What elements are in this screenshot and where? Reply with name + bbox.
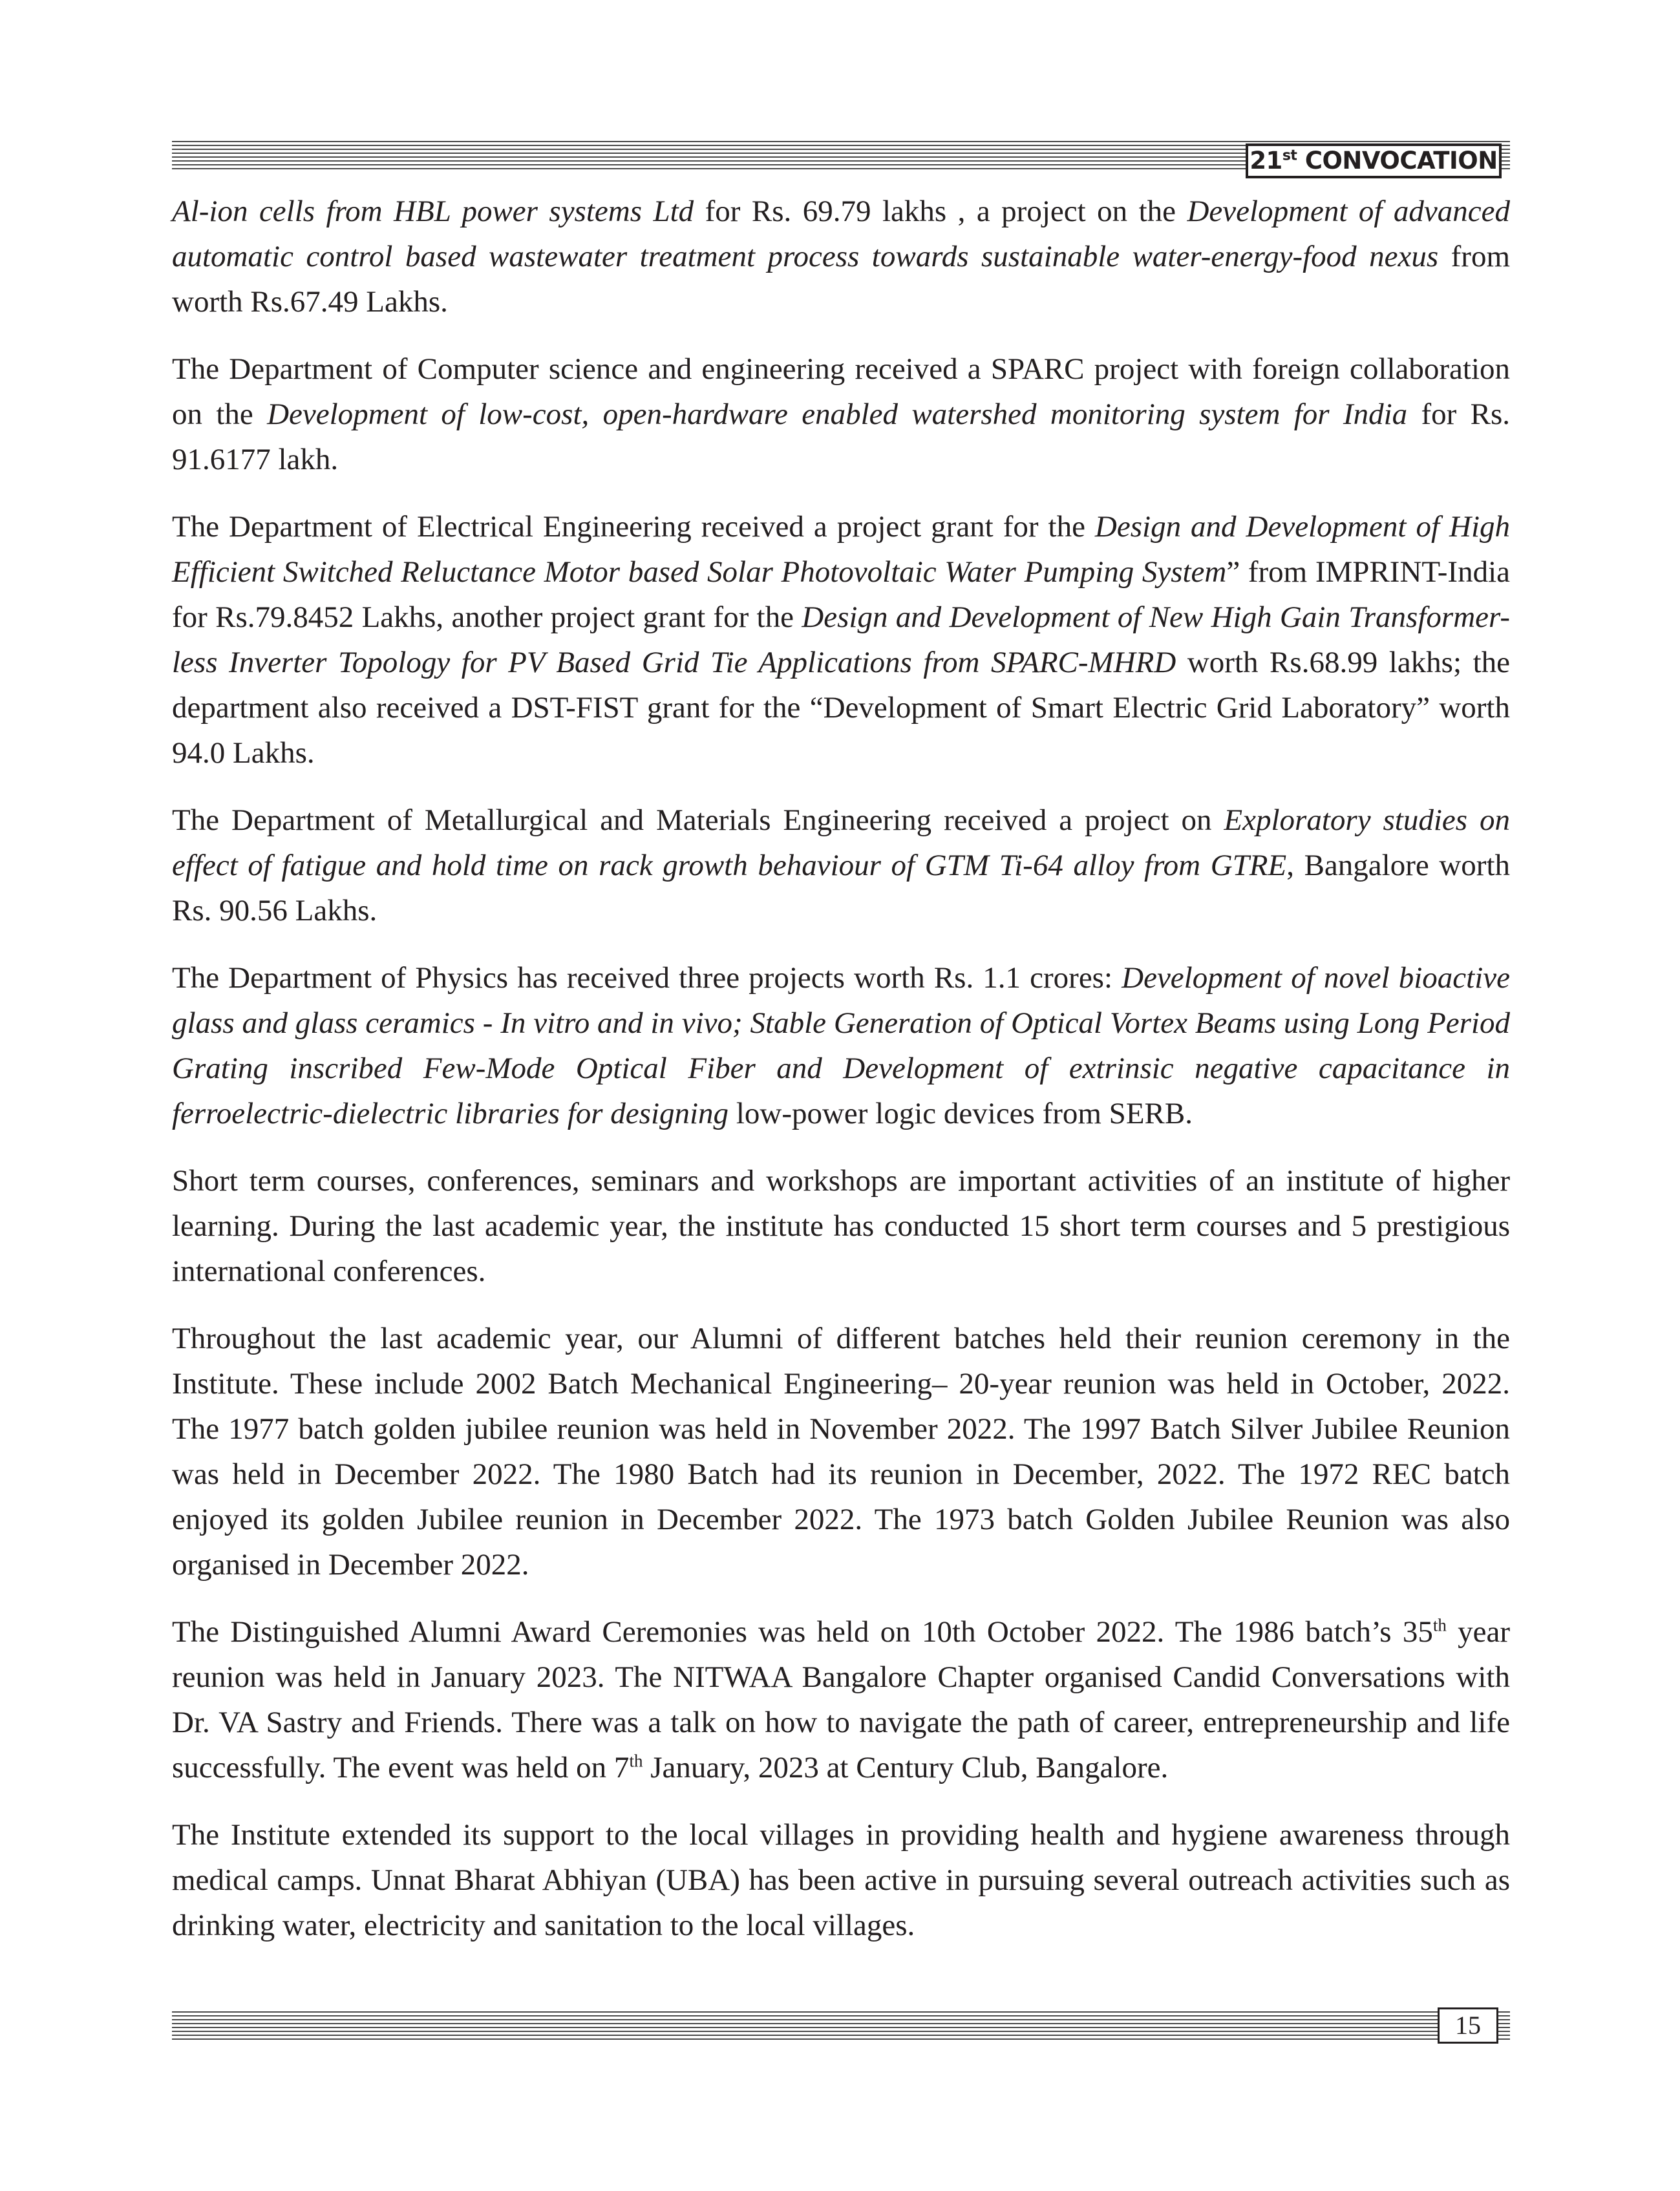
superscript: th: [629, 1751, 643, 1771]
paragraph-short-courses: [172, 1158, 1510, 1294]
text-run: ” from IMPRINT-India for Rs.79.8452 Lakhs, another project grant for the: [172, 555, 1510, 634]
text-run: Throughout the last academic year, our Alumni of different batches held their reunion ceremony in the Institute. These include 2002 Batch Mechanical Engineering– 20-year reunion was held in October, 2022. The 1977 batch golden jubilee reunion was held in November 2022. The 1997 Batch Silver Jubilee Reunion was held in December 2022. The 1980 Batch had its reunion in December, 2022. The 1972 REC batch enjoyed its golden Jubilee reunion in December 2022. The 1973 batch Golden Jubilee Reunion was also organised in December 2022.: [172, 1322, 1510, 1582]
page-body: [172, 189, 1510, 1948]
italic-text: Design and Development of New High Gain Transformer-less Inverter Topology for PV Based Grid Tie Applications from SPARC-MHRD: [172, 600, 1510, 679]
paragraph-outreach: [172, 1812, 1510, 1948]
text-run: The Department of Physics has received three projects worth Rs. 1.1 crores:: [172, 961, 1122, 995]
convocation-suffix: st: [1282, 147, 1297, 164]
text-run: The Distinguished Alumni Award Ceremonies was held on 10th October 2022. The 1986 batch’s 35: [172, 1615, 1433, 1649]
italic-text: Exploratory studies on effect of fatigue and hold time on rack growth behaviour of GTM Ti-64 alloy from GTRE: [172, 803, 1511, 882]
convocation-header-badge: [1246, 143, 1502, 178]
text-run: low-power logic devices from SERB.: [728, 1097, 1193, 1130]
page-number: 15: [1438, 2007, 1498, 2044]
superscript: th: [1432, 1615, 1447, 1635]
italic-text: Al-ion cells from HBL power systems Ltd: [172, 195, 694, 228]
paragraph-metallurgy: [172, 798, 1510, 933]
paragraph-alumni-reunions: [172, 1316, 1510, 1587]
text-run: year reunion was held in January 2023. The NITWAA Bangalore Chapter organised Candid Conversations with Dr. VA Sastry and Friends. There was a talk on how to navigate the path of career, entrepreneurship and life successfully. The event was held on 7: [172, 1615, 1511, 1784]
paragraph-distinguished-alumni: [172, 1609, 1510, 1790]
text-run: The Institute extended its support to the local villages in providing health and hygiene awareness through medical camps. Unnat Bharat Abhiyan (UBA) has been active in pursuing several outreach activities such as drinking water, electricity and sanitation to the local villages.: [172, 1818, 1510, 1942]
footer-rule: [172, 2011, 1510, 2041]
text-run: The Department of Electrical Engineering received a project grant for the: [172, 510, 1095, 544]
text-run: from worth Rs.67.49 Lakhs.: [172, 240, 1510, 319]
paragraph-cse-sparc: [172, 346, 1510, 482]
italic-text: Development of low-cost, open-hardware enabled watershed monitoring system for India: [267, 397, 1408, 431]
text-run: Short term courses, conferences, seminars and workshops are important activities of an institute of higher learning. During the last academic year, the institute has conducted 15 short term courses and 5 prestigious international conferences.: [172, 1164, 1510, 1288]
italic-text: Design and Development of High Efficient Switched Reluctance Motor based Solar Photovoltaic Water Pumping System: [172, 510, 1511, 589]
text-run: The Department of Computer science and engineering received a SPARC project with foreign collaboration on the: [172, 352, 1510, 431]
convocation-label: CONVOCATION: [1297, 147, 1498, 175]
text-run: for Rs. 69.79 lakhs , a project on the: [694, 195, 1187, 228]
italic-text: Development of advanced automatic control based wastewater treatment process towards sustainable water-energy-food nexus: [172, 195, 1510, 273]
italic-text: Development of novel bioactive glass and glass ceramics - In vitro and in vivo; Stable Generation of Optical Vortex Beams using Long Period Grating inscribed Few-Mode Optical Fiber and Development of extrinsic negative capacitance in ferroelectric-dielectric libraries for designing: [172, 961, 1510, 1130]
paragraph-electrical: [172, 504, 1510, 776]
convocation-number: 21: [1249, 147, 1282, 175]
text-run: January, 2023 at Century Club, Bangalore.: [643, 1751, 1169, 1784]
paragraph-physics: [172, 955, 1510, 1136]
text-run: for Rs. 91.6177 lakh.: [172, 397, 1510, 476]
text-run: , Bangalore worth Rs. 90.56 Lakhs.: [172, 849, 1510, 927]
paragraph-hbl-project: [172, 189, 1510, 324]
text-run: The Department of Metallurgical and Materials Engineering received a project on: [172, 803, 1224, 837]
text-run: worth Rs.68.99 lakhs; the department also received a DST-FIST grant for the “Development of Smart Electric Grid Laboratory” worth 94.0 Lakhs.: [172, 646, 1510, 770]
